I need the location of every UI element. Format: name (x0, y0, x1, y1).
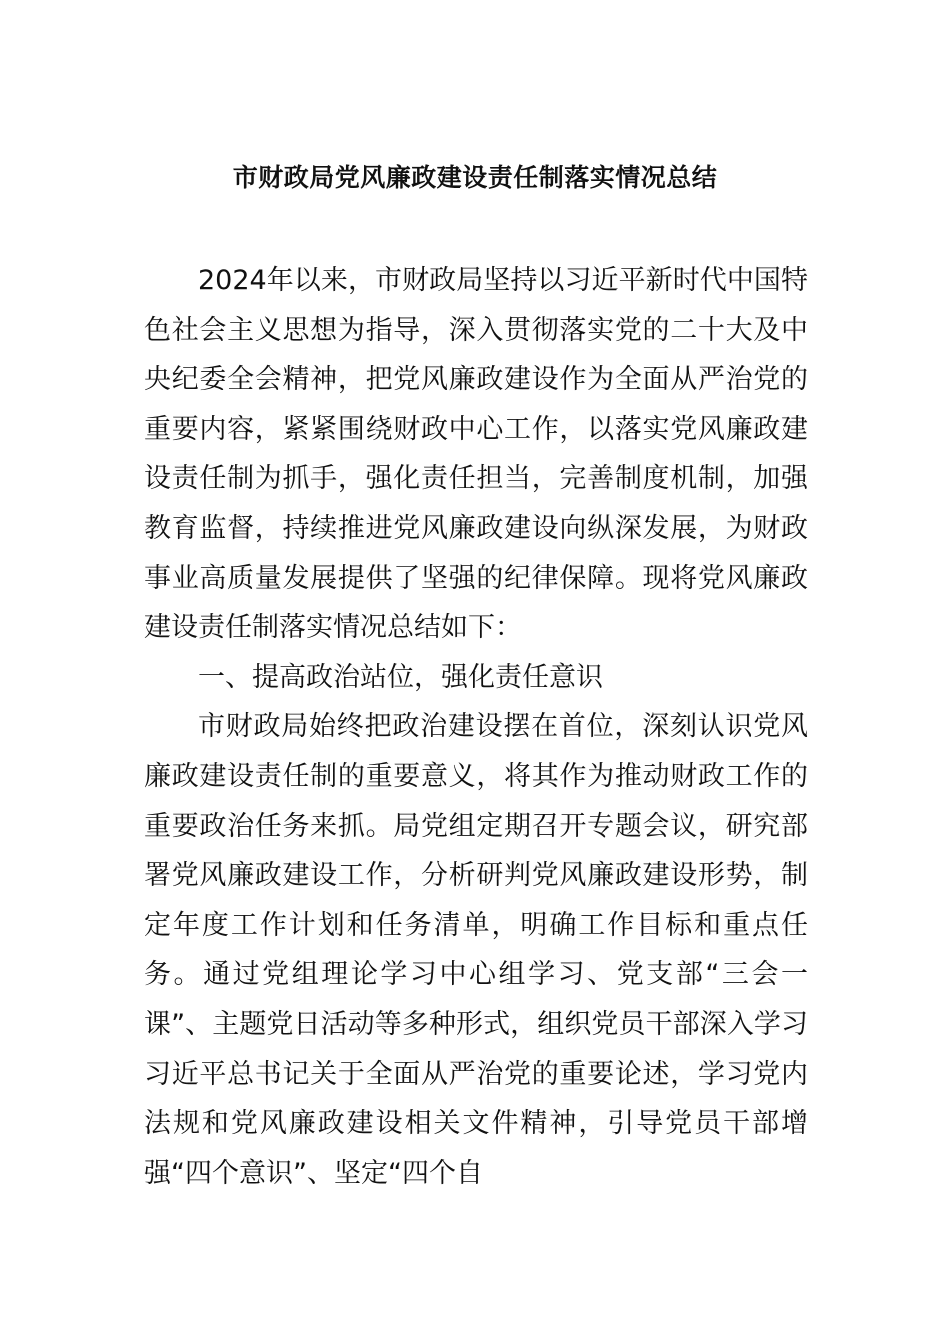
document-body (144, 256, 808, 1198)
section-1-paragraph: 市财政局始终把政治建设摆在首位，深刻认识党风廉政建设责任制的重要意义，将其作为推动财政工作的重要政治任务来抓。局党组定期召开专题会议，研究部署党风廉政建设工作，分析研判党风廉政建设形势，制定年度工作计划和任务清单，明确工作目标和重点任务。通过党组理论学习中心组学习、党支部“三会一课”、主题党日活动等多种形式，组织党员干部深入学习习近平总书记关于全面从严治党的重要论述，学习党内法规和党风廉政建设相关文件精神，引导党员干部增强“四个意识”、坚定“四个自 (144, 711, 808, 1189)
intro-paragraph: 2024年以来，市财政局坚持以习近平新时代中国特色社会主义思想为指导，深入贯彻落实党的二十大及中央纪委全会精神，把党风廉政建设作为全面从严治党的重要内容，紧紧围绕财政中心工作，以落实党风廉政建设责任制为抓手，强化责任担当，完善制度机制，加强教育监督，持续推进党风廉政建设向纵深发展，为财政事业高质量发展提供了坚强的纪律保障。现将党风廉政建设责任制落实情况总结如下： (144, 265, 808, 644)
document-title: 市财政局党风廉政建设责任制落实情况总结 (232, 163, 718, 192)
section-heading-1: 一、提高政治站位，强化责任意识 (198, 661, 603, 693)
